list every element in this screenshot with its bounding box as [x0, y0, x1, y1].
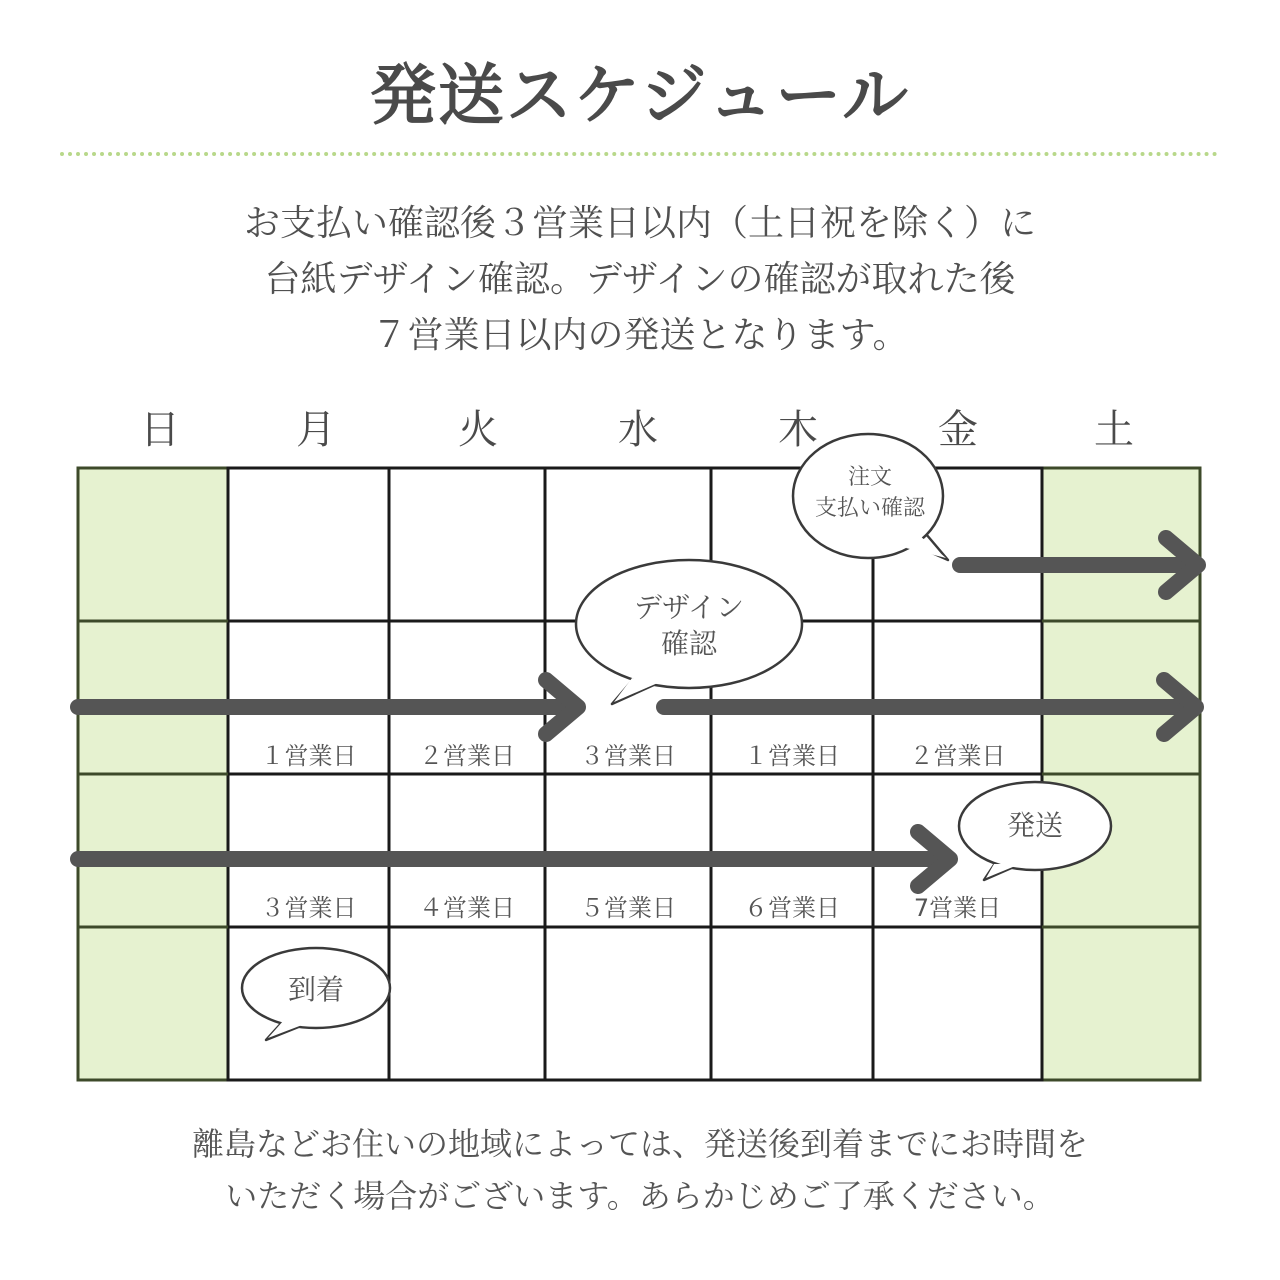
footer-note	[0, 1118, 1280, 1222]
weekday-sun: 日	[140, 407, 180, 453]
bubble-ship-text: 発送	[1006, 809, 1063, 842]
footer-line-1: 離島などお住いの地域によっては、発送後到着までにお時間を	[191, 1125, 1088, 1163]
bubble-arrive-text: 到着	[287, 973, 344, 1006]
day-label: ２営業日	[909, 742, 1006, 770]
weekday-fri: 金	[938, 407, 978, 453]
bubble-order-line-1: 注文	[847, 465, 892, 490]
bubble-design-text	[600, 590, 778, 662]
day-label: １営業日	[260, 742, 357, 770]
day-label: ２営業日	[419, 742, 515, 770]
page-title: 発送スケジュール	[369, 57, 911, 134]
weekday-tue: 火	[458, 407, 498, 453]
day-label: ５営業日	[580, 894, 676, 922]
bubble-design-line-2: 確認	[660, 627, 717, 660]
bubble-design-line-1: デザイン	[633, 591, 745, 624]
weekday-mon: 月	[296, 407, 336, 453]
day-label: １営業日	[744, 742, 840, 770]
day-label: 7営業日	[913, 894, 1002, 922]
weekday-sat: 土	[1094, 407, 1134, 453]
intro-line-1: お支払い確認後３営業日以内（土日祝を除く）に	[243, 203, 1036, 244]
intro-line-3: ７営業日以内の発送となります。	[371, 315, 909, 356]
weekday-wed: 水	[618, 407, 658, 453]
intro-line-2: 台紙デザイン確認。デザインの確認が取れた後	[264, 259, 1016, 300]
day-label: ３営業日	[260, 894, 357, 922]
day-label: ３営業日	[580, 742, 676, 770]
weekday-thu: 木	[778, 407, 818, 453]
footer-line-2: いただく場合がございます。あらかじめご了承ください。	[225, 1177, 1055, 1215]
bubble-order-text	[800, 462, 940, 524]
day-label: ４営業日	[419, 894, 515, 922]
bubble-order-line-2: 支払い確認	[814, 496, 925, 521]
day-label: ６営業日	[744, 894, 840, 922]
